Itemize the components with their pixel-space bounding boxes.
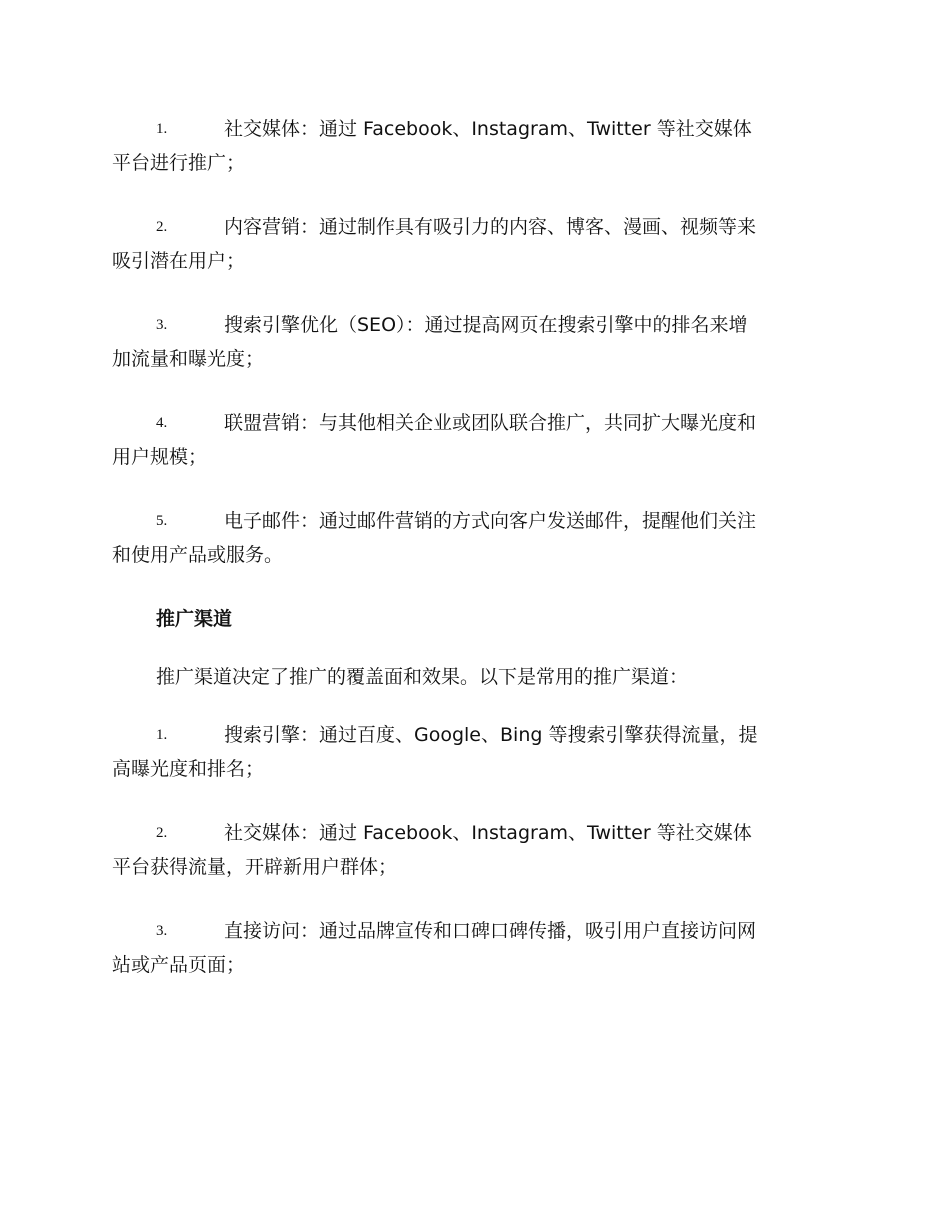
- list-item-line: [112, 406, 832, 440]
- list-item-text: 社交媒体：通过 Facebook、Instagram、Twitter 等社交媒体: [224, 118, 752, 140]
- list-item-text: 电子邮件：通过邮件营销的方式向客户发送邮件，提醒他们关注: [224, 510, 757, 532]
- list-number: 3.: [156, 923, 168, 939]
- list-item-line: [112, 718, 832, 752]
- list-item-continuation: 站或产品页面；: [112, 954, 246, 976]
- list-item-line: [112, 308, 832, 342]
- list-item-text: 内容营销：通过制作具有吸引力的内容、博客、漫画、视频等来: [224, 216, 757, 238]
- list-item-continuation: 平台获得流量，开辟新用户群体；: [112, 856, 398, 878]
- list-item-line: [112, 816, 832, 850]
- list-item-line: [112, 504, 832, 538]
- list-number: 1.: [156, 121, 168, 137]
- section-intro: 推广渠道决定了推广的覆盖面和效果。以下是常用的推广渠道：: [156, 666, 689, 688]
- list-item-continuation: 用户规模；: [112, 446, 208, 468]
- list-number: 2.: [156, 219, 168, 235]
- list-number: 3.: [156, 317, 168, 333]
- list-item-text: 搜索引擎：通过百度、Google、Bing 等搜索引擎获得流量，提: [224, 724, 758, 746]
- document-content: [112, 112, 832, 1012]
- list-item-continuation: 和使用产品或服务。: [112, 544, 284, 566]
- list-item: [112, 718, 832, 786]
- list-item-continuation: 加流量和曝光度；: [112, 348, 265, 370]
- list-item-text: 直接访问：通过品牌宣传和口碑口碑传播，吸引用户直接访问网: [224, 920, 757, 942]
- list-number: 1.: [156, 727, 168, 743]
- list-number: 2.: [156, 825, 168, 841]
- list-item-continuation: 平台进行推广；: [112, 152, 246, 174]
- list-item: [112, 112, 832, 180]
- list-item-continuation: 高曝光度和排名；: [112, 758, 265, 780]
- list-number: 4.: [156, 415, 168, 431]
- list-item-continuation: 吸引潜在用户；: [112, 250, 246, 272]
- list-item: [112, 210, 832, 278]
- list-item-text: 搜索引擎优化（SEO）：通过提高网页在搜索引擎中的排名来增: [224, 314, 748, 336]
- list-item-line: [112, 112, 832, 146]
- list-item: [112, 504, 832, 572]
- list-item: [112, 308, 832, 376]
- list-item-text: 联盟营销：与其他相关企业或团队联合推广，共同扩大曝光度和: [224, 412, 757, 434]
- list-item: [112, 816, 832, 884]
- list-item: [112, 914, 832, 982]
- list-item-text: 社交媒体：通过 Facebook、Instagram、Twitter 等社交媒体: [224, 822, 752, 844]
- list-item-line: [112, 914, 832, 948]
- list-number: 5.: [156, 513, 168, 529]
- section-heading: 推广渠道: [156, 608, 233, 630]
- list-item-line: [112, 210, 832, 244]
- list-item: [112, 406, 832, 474]
